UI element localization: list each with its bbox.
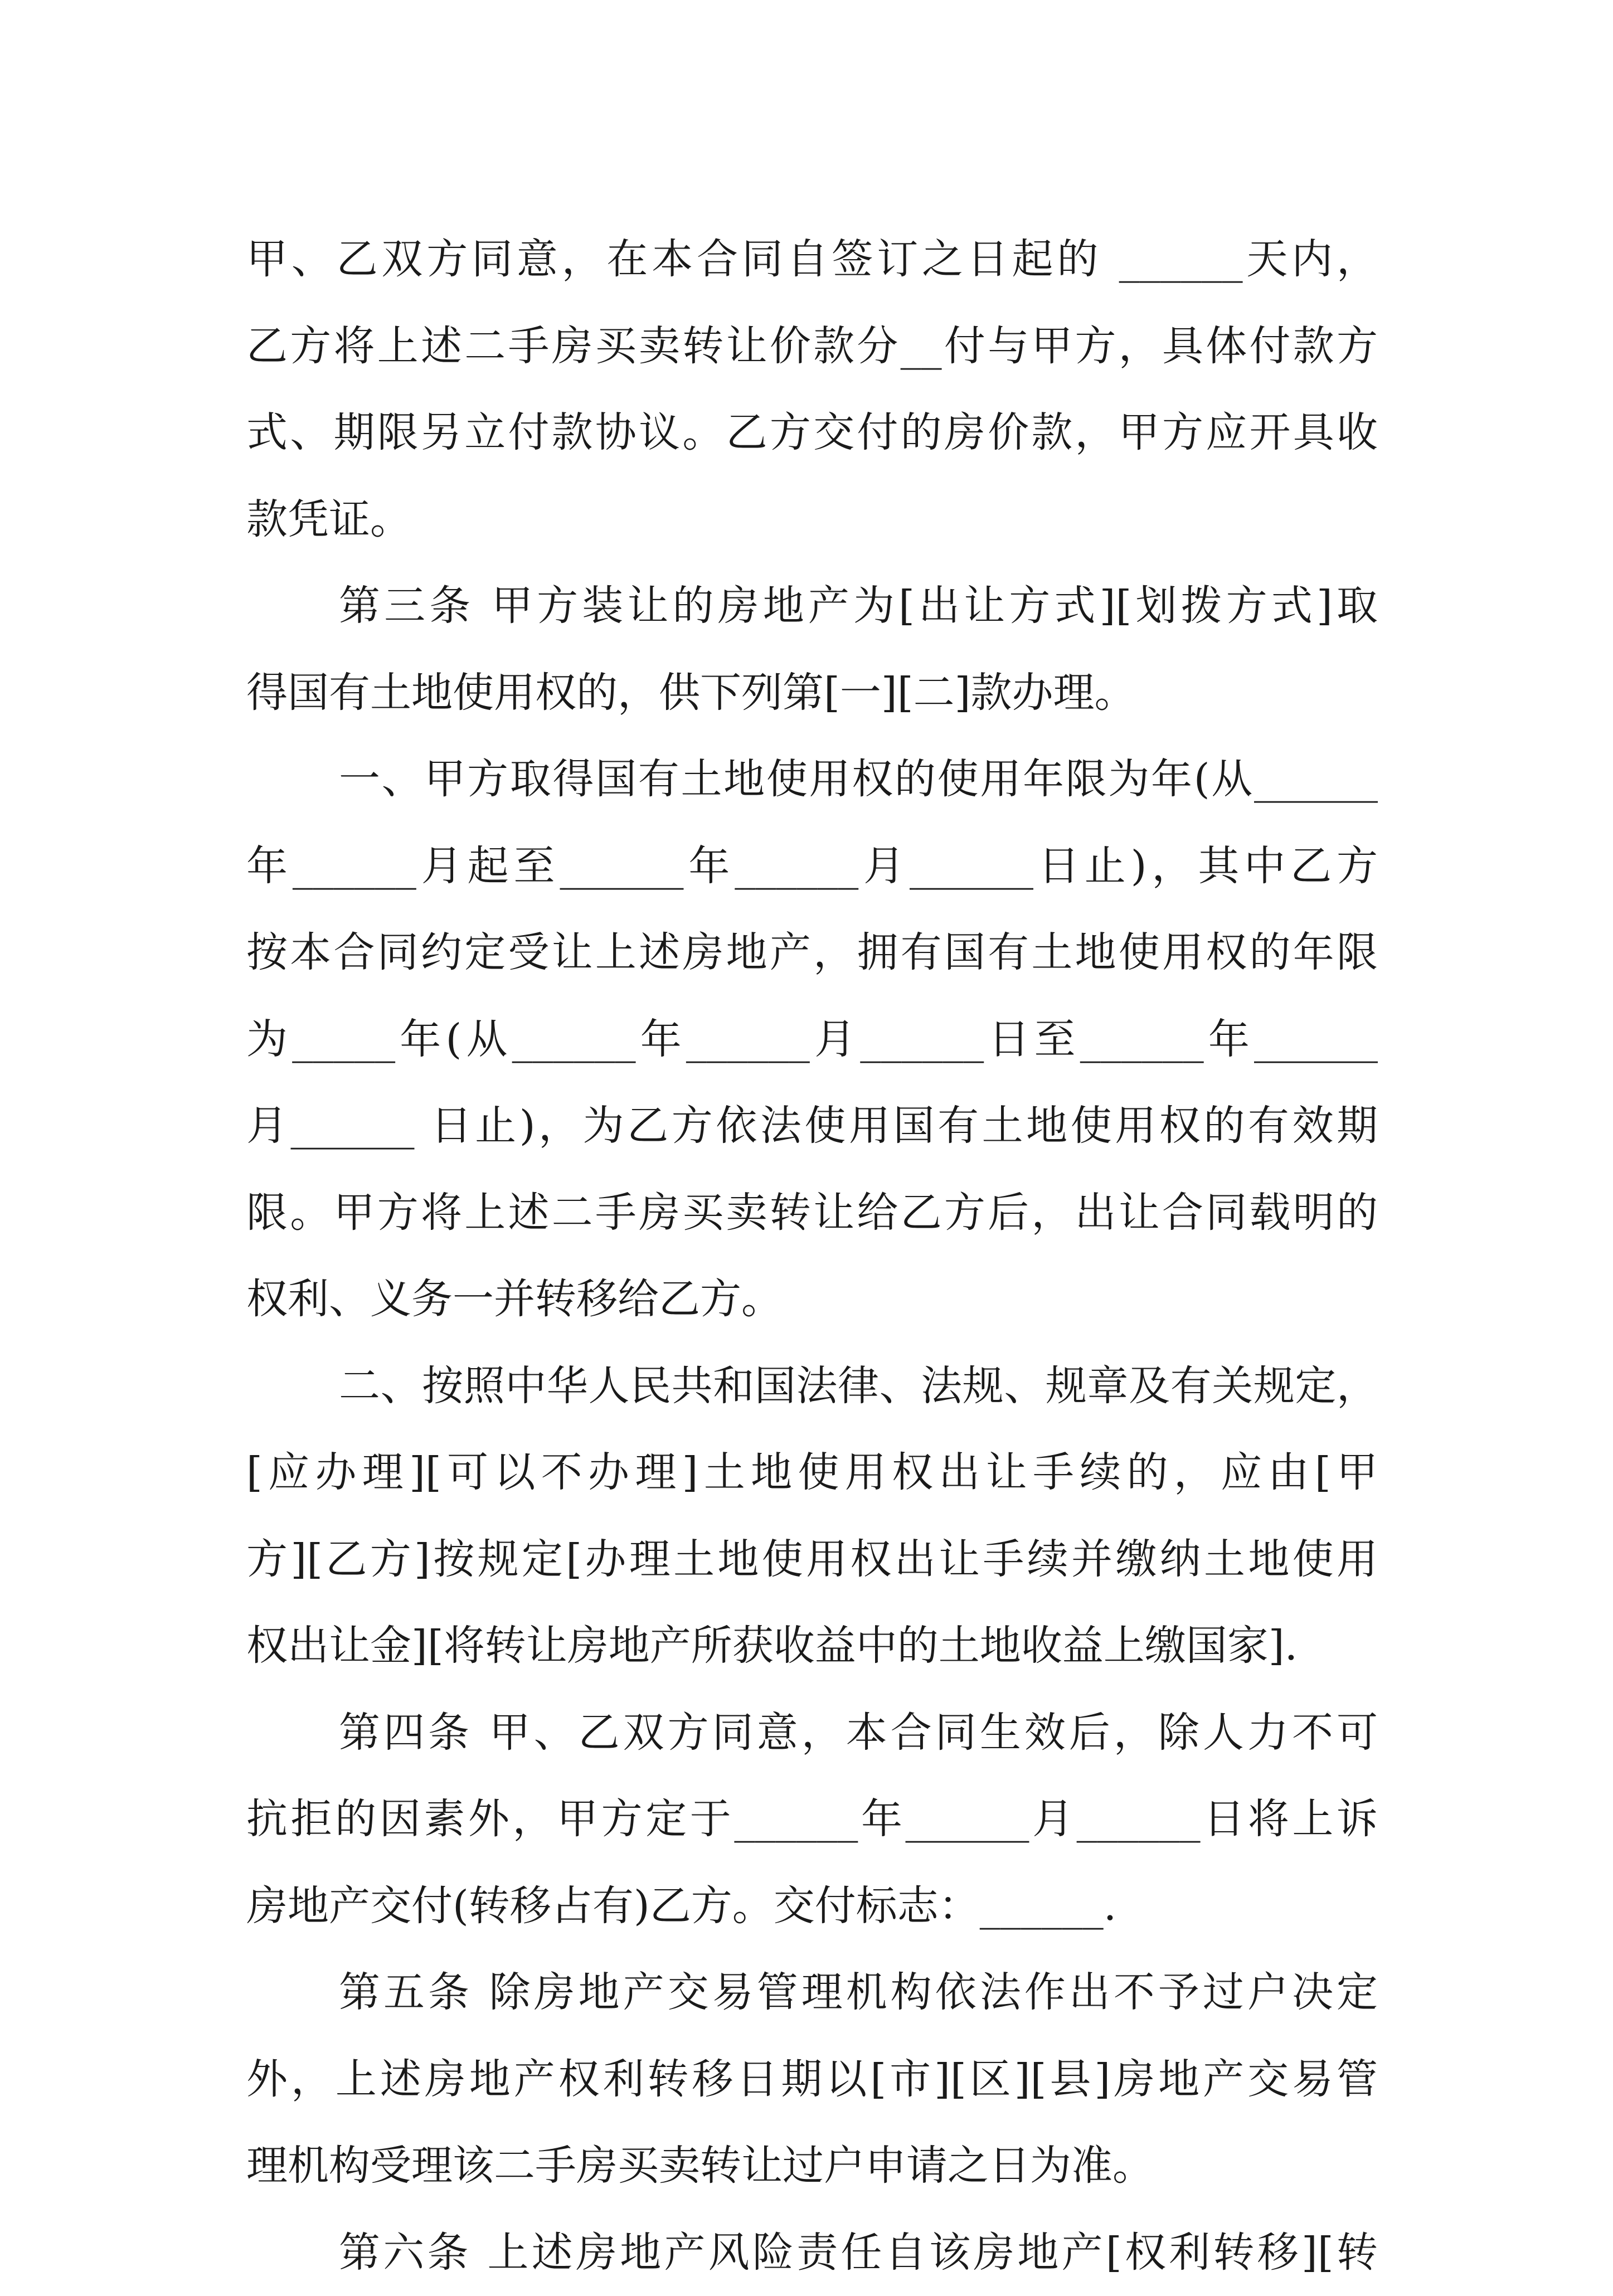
paragraph-article-3-item-1 (246, 736, 1378, 1343)
text-line: 限。甲方将上述二手房买卖转让给乙方后，出让合同载明的 (246, 1170, 1378, 1257)
text-line: 款凭证。 (246, 476, 1378, 563)
text-line: 房地产交付(转移占有)乙方。交付标志：______. (246, 1863, 1378, 1950)
text-line: 为_____年(从______年______月______日至______年______ (246, 996, 1378, 1083)
text-line: 月______ 日止)，为乙方依法使用国有土地使用权的有效期 (246, 1083, 1378, 1170)
text-line: 抗拒的因素外，甲方定于______年______月______日将上诉 (246, 1776, 1378, 1863)
text-line: 甲、乙双方同意，在本合同自签订之日起的 ______天内， (246, 216, 1378, 303)
text-line: 一、甲方取得国有土地使用权的使用年限为年(从______ (246, 736, 1378, 823)
text-line: 第三条 甲方装让的房地产为[出让方式][划拨方式]取 (246, 563, 1378, 650)
text-line: 乙方将上述二手房买卖转让价款分__付与甲方，具体付款方 (246, 303, 1378, 390)
text-line: 权利、义务一并转移给乙方。 (246, 1256, 1378, 1343)
text-line: 得国有土地使用权的，供下列第[一][二]款办理。 (246, 650, 1378, 737)
text-line: 第六条 上述房地产风险责任自该房地产[权利转移][转 (246, 2210, 1378, 2296)
text-line: 外，上述房地产权利转移日期以[市][区][县]房地产交易管 (246, 2036, 1378, 2123)
paragraph-article-3-item-2 (246, 1343, 1378, 1690)
text-line: [应办理][可以不办理]土地使用权出让手续的，应由[甲 (246, 1429, 1378, 1516)
text-line: 理机构受理该二手房买卖转让过户申请之日为准。 (246, 2123, 1378, 2210)
text-line: 权出让金][将转让房地产所获收益中的土地收益上缴国家]. (246, 1603, 1378, 1690)
paragraph-payment-terms (246, 216, 1378, 563)
text-line: 按本合同约定受让上述房地产，拥有国有土地使用权的年限 (246, 909, 1378, 996)
text-line: 二、按照中华人民共和国法律、法规、规章及有关规定， (246, 1343, 1378, 1430)
text-line: 第四条 甲、乙双方同意，本合同生效后，除人力不可 (246, 1690, 1378, 1777)
document-body (246, 216, 1378, 2296)
paragraph-article-3 (246, 563, 1378, 736)
text-line: 年______月起至______年______月______日止)，其中乙方 (246, 823, 1378, 910)
paragraph-article-6 (246, 2210, 1378, 2296)
paragraph-article-4 (246, 1690, 1378, 1950)
paragraph-article-5 (246, 1949, 1378, 2210)
text-line: 第五条 除房地产交易管理机构依法作出不予过户决定 (246, 1949, 1378, 2036)
text-line: 式、期限另立付款协议。乙方交付的房价款，甲方应开具收 (246, 390, 1378, 476)
text-line: 方][乙方]按规定[办理土地使用权出让手续并缴纳土地使用 (246, 1516, 1378, 1603)
